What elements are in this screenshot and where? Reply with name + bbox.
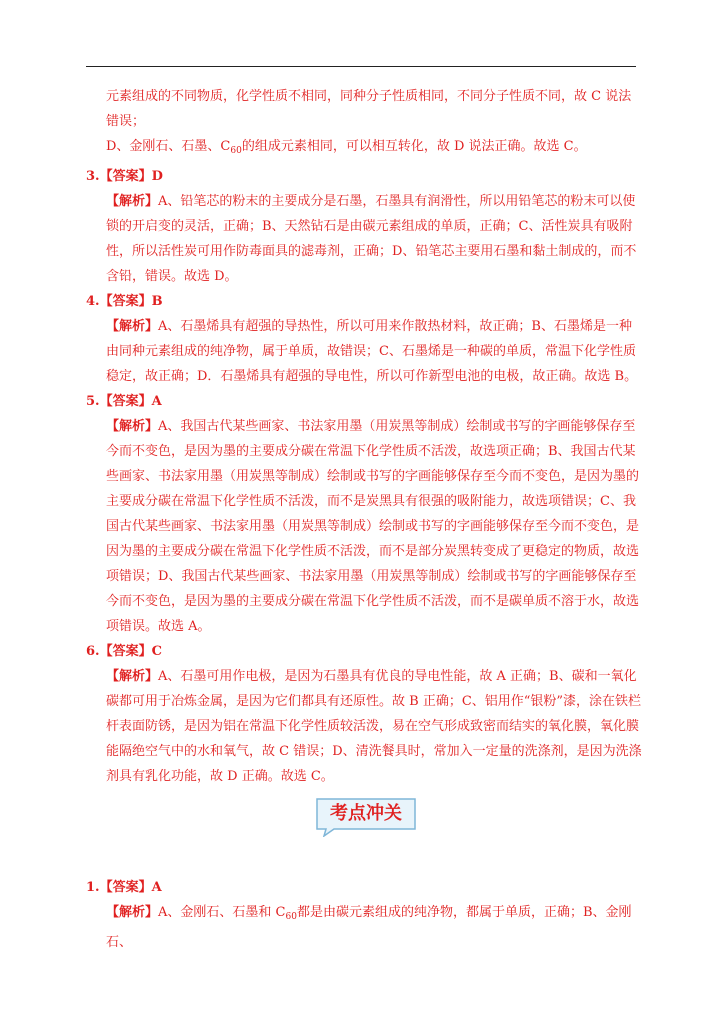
question-number: 4.	[86, 294, 100, 309]
analysis-tag: 【解析】	[106, 669, 159, 684]
banner-title: 考点冲关	[330, 802, 402, 824]
question-5-analysis	[86, 414, 642, 639]
continuation-line-1: 元素组成的不同物质，化学性质不相同，同种分子性质相同，不同分子性质不同，故 C 说法错误；	[106, 89, 632, 129]
analysis-text: A、石墨可用作电极，是因为石墨具有优良的导电性能，故 A 正确；B、碳和一氧化碳都可用于冶炼金属，是因为它们都具有还原性。故 B 正确；C、铝用作“银粉”漆，涂在铁栏杆表面防锈，是因为铝在常温下化学性质较活泼，易在空气形成致密而结实的氧化膜，氧化膜能隔绝空气中的水和氧气，故 C 错误；D、清洗餐具时，常加入一定量的洗涤剂，是因为洗涤剂具有乳化功能，故 D 正确。故选 C。	[106, 669, 642, 784]
question-4	[86, 289, 642, 389]
answer-letter: B	[151, 294, 163, 309]
analysis-text: A、我国古代某些画家、书法家用墨（用炭黑等制成）绘制或书写的字画能够保存至今而不变色，是因为墨的主要成分碳在常温下化学性质不活泼，故选项正确；B、我国古代某些画家、书法家用墨（用炭黑等制成）绘制或书写的字画能够保存至今而不变色，是因为墨的主要成分碳在常温下化学性质不活泼，而不是炭黑具有很强的吸附能力，故选项错误；C、我国古代某些画家、书法家用墨（用炭黑等制成）绘制或书写的字画能够保存至今而不变色，是因为墨的主要成分碳在常温下化学性质不活泼，而不是部分炭黑转变成了更稳定的物质，故选项错误；D、我国古代某些画家、书法家用墨（用炭黑等制成）绘制或书写的字画能够保存至今而不变色，是因为墨的主要成分碳在常温下化学性质不活泼，而不是碳单质不溶于水，故选项错误。故选 A。	[106, 419, 640, 634]
section-question-1-header	[86, 875, 642, 900]
question-number: 6.	[86, 644, 100, 659]
question-6-analysis	[86, 664, 642, 789]
answer-tag: 【答案】	[99, 880, 152, 895]
question-3	[86, 164, 642, 289]
continuation-line-2-post: 的组成元素相同，可以相互转化，故 D 说法正确。故选 C。	[241, 139, 587, 154]
answer-letter: D	[151, 169, 163, 184]
section-question-1	[86, 875, 642, 955]
answer-letter: A	[151, 394, 162, 409]
subscript-60: 60	[230, 146, 242, 156]
subscript-60: 60	[285, 912, 297, 922]
question-4-analysis	[86, 314, 642, 389]
question-4-header	[86, 289, 642, 314]
answer-tag: 【答案】	[99, 169, 152, 184]
continuation-text	[86, 84, 642, 164]
analysis-tag: 【解析】	[106, 905, 159, 920]
question-6-header	[86, 639, 642, 664]
analysis-tag: 【解析】	[106, 194, 159, 209]
analysis-text-post: 都是由碳元素组成的纯净物，都属于单质，正确；B、金刚石、	[106, 905, 632, 950]
analysis-tag: 【解析】	[106, 419, 159, 434]
analysis-text: A、铅笔芯的粉末的主要成分是石墨，石墨具有润滑性，所以用铅笔芯的粉末可以使锁的开启变的灵活，正确；B、天然钻石是由碳元素组成的单质，正确；C、活性炭具有吸附性，所以活性炭可用作防毒面具的滤毒剂，正确；D、铅笔芯主要用石墨和黏土制成的，而不含铅，错误。故选 D。	[106, 194, 637, 284]
question-3-analysis	[86, 189, 642, 289]
analysis-text-pre: A、金刚石、石墨和 C	[158, 905, 286, 920]
question-number: 3.	[86, 169, 100, 184]
question-3-header	[86, 164, 642, 189]
answer-content	[86, 84, 642, 955]
question-5-header	[86, 389, 642, 414]
analysis-text: A、石墨烯具有超强的导热性，所以可用来作散热材料，故正确；B、石墨烯是一种由同种元素组成的纯净物，属于单质，故错误；C、石墨烯是一种碳的单质，常温下化学性质稳定，故正确；D．石墨烯具有超强的导电性，所以可作新型电池的电极，故正确。故选 B。	[106, 319, 638, 384]
answer-letter: C	[151, 644, 162, 659]
question-6	[86, 639, 642, 789]
section-banner	[314, 797, 418, 835]
header-rule	[86, 66, 636, 67]
answer-tag: 【答案】	[99, 644, 152, 659]
answer-tag: 【答案】	[99, 394, 152, 409]
question-number: 1.	[86, 880, 100, 895]
continuation-line-2-pre: D、金刚石、石墨、C	[106, 139, 231, 154]
question-5	[86, 389, 642, 639]
answer-letter: A	[151, 880, 162, 895]
answer-tag: 【答案】	[99, 294, 152, 309]
question-number: 5.	[86, 394, 100, 409]
section-banner-wrap	[86, 789, 642, 875]
analysis-tag: 【解析】	[106, 319, 159, 334]
section-question-1-analysis	[86, 900, 642, 955]
